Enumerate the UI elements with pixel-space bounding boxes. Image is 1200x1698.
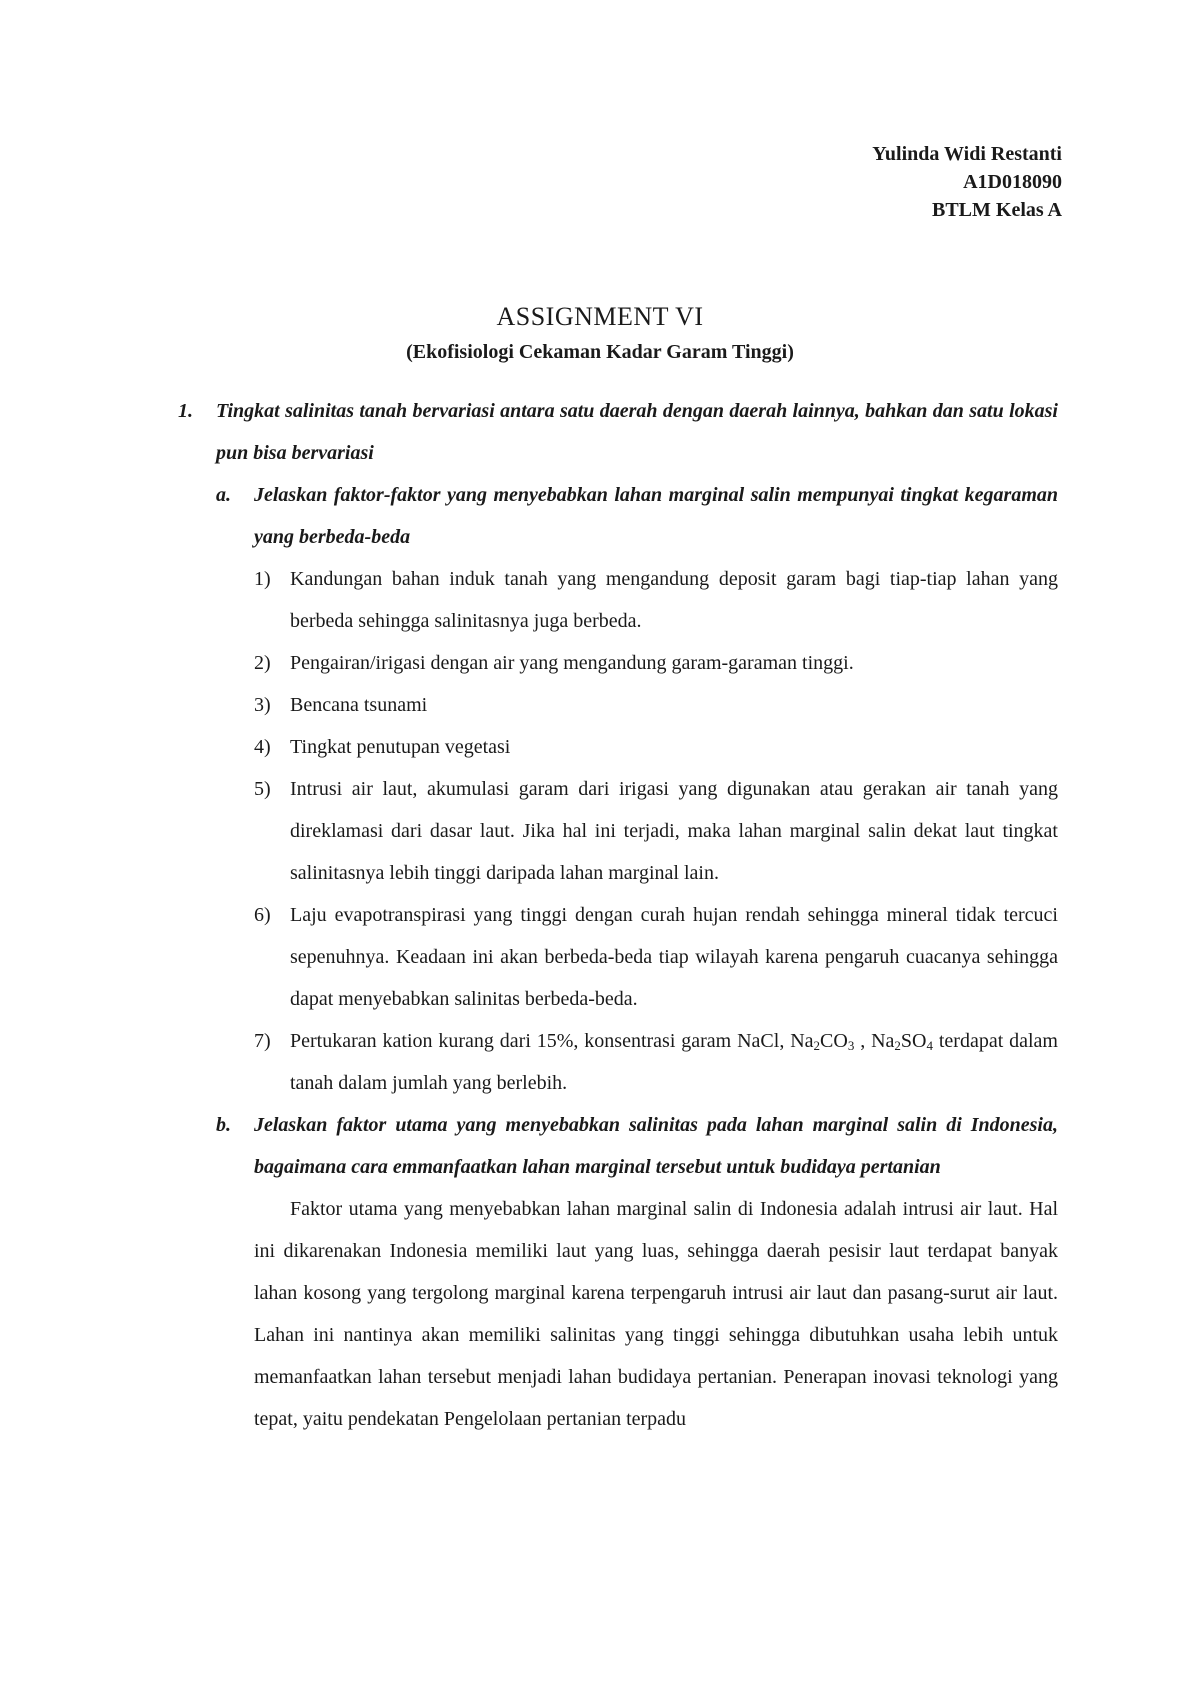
- document-subtitle: (Ekofisiologi Cekaman Kadar Garam Tinggi): [406, 341, 794, 363]
- list-item-text: Intrusi air laut, akumulasi garam dari irigasi yang digunakan atau gerakan air tanah yang direklamasi dari dasar laut. Jika hal ini terjadi, maka lahan marginal salin dekat laut tingkat salinitasnya lebih tinggi daripada lahan marginal lain.: [290, 778, 1058, 884]
- sub-question-letter: b.: [216, 1114, 231, 1136]
- document-body: [178, 390, 1058, 1440]
- text-fragment: , Na: [854, 1030, 895, 1052]
- list-item-text: Bencana tsunami: [290, 694, 428, 716]
- list-item-text: Tingkat penutupan vegetasi: [290, 736, 511, 758]
- text-fragment: SO: [900, 1030, 927, 1052]
- author-block: [872, 140, 1062, 224]
- list-item: [178, 558, 1058, 642]
- answer-list-a: [178, 558, 1058, 1104]
- subscript: 2: [894, 1038, 901, 1053]
- list-item-number: 5): [254, 778, 271, 800]
- sub-question-text: Jelaskan faktor utama yang menyebabkan salinitas pada lahan marginal salin di Indonesia, bagaimana cara emmanfaatkan lahan marginal tersebut untuk budidaya pertanian: [254, 1114, 1058, 1178]
- question-1: [178, 390, 1058, 474]
- subscript: 2: [813, 1038, 821, 1053]
- list-item-number: 2): [254, 652, 271, 674]
- list-item-text: [290, 1030, 1058, 1094]
- list-item: [178, 894, 1058, 1020]
- list-item-number: 1): [254, 568, 271, 590]
- answer-paragraph-b: Faktor utama yang menyebabkan lahan marginal salin di Indonesia adalah intrusi air laut. Hal ini dikarenakan Indonesia memiliki laut yang luas, sehingga daerah pesisir laut terdapat banyak lahan kosong yang tergolong marginal karena terpengaruh intrusi air laut dan pasang-surut air laut. Lahan ini nantinya akan memiliki salinitas yang tinggi sehingga dibutuhkan usaha lebih untuk memanfaatkan lahan tersebut menjadi lahan budidaya pertanian. Penerapan inovasi teknologi yang tepat, yaitu pendekatan Pengelolaan pertanian terpadu: [254, 1198, 1058, 1430]
- question-text: Tingkat salinitas tanah bervariasi antara satu daerah dengan daerah lainnya, bahkan dan satu lokasi pun bisa bervariasi: [216, 400, 1058, 464]
- sub-question-letter: a.: [216, 484, 231, 506]
- list-item-number: 6): [254, 904, 271, 926]
- sub-question-b: [178, 1104, 1058, 1188]
- author-name: Yulinda Widi Restanti: [872, 143, 1062, 165]
- list-item-text: Kandungan bahan induk tanah yang mengandung deposit garam bagi tiap-tiap lahan yang berbeda sehingga salinitasnya juga berbeda.: [290, 568, 1058, 632]
- text-fragment: CO: [820, 1030, 848, 1052]
- sub-question-a: [178, 474, 1058, 558]
- list-item: [178, 726, 1058, 768]
- list-item-number: 4): [254, 736, 271, 758]
- text-fragment: Pertukaran kation kurang dari 15%, konsentrasi garam NaCl, Na: [290, 1030, 814, 1052]
- document-title: ASSIGNMENT VI: [496, 302, 704, 331]
- subscript: 3: [847, 1038, 855, 1053]
- list-item: [178, 642, 1058, 684]
- list-item-text: Laju evapotranspirasi yang tinggi dengan curah hujan rendah sehingga mineral tidak tercuci sepenuhnya. Keadaan ini akan berbeda-beda tiap wilayah karena pengaruh cuacanya sehingga dapat menyebabkan salinitas berbeda-beda.: [290, 904, 1058, 1010]
- question-number: 1.: [178, 400, 193, 422]
- list-item: [178, 768, 1058, 894]
- text-fragment: terdapat dalam tanah dalam jumlah yang berlebih.: [290, 1030, 1058, 1094]
- list-item-number: 7): [254, 1030, 271, 1052]
- list-item-text: Pengairan/irigasi dengan air yang mengandung garam-garaman tinggi.: [290, 652, 854, 674]
- student-id: A1D018090: [963, 171, 1062, 193]
- list-item-number: 3): [254, 694, 271, 716]
- list-item: [178, 684, 1058, 726]
- list-item: [178, 1020, 1058, 1104]
- subscript: 4: [926, 1038, 933, 1053]
- class-name: BTLM Kelas A: [931, 199, 1062, 221]
- sub-question-text: Jelaskan faktor-faktor yang menyebabkan lahan marginal salin mempunyai tingkat kegaraman yang berbeda-beda: [254, 484, 1058, 548]
